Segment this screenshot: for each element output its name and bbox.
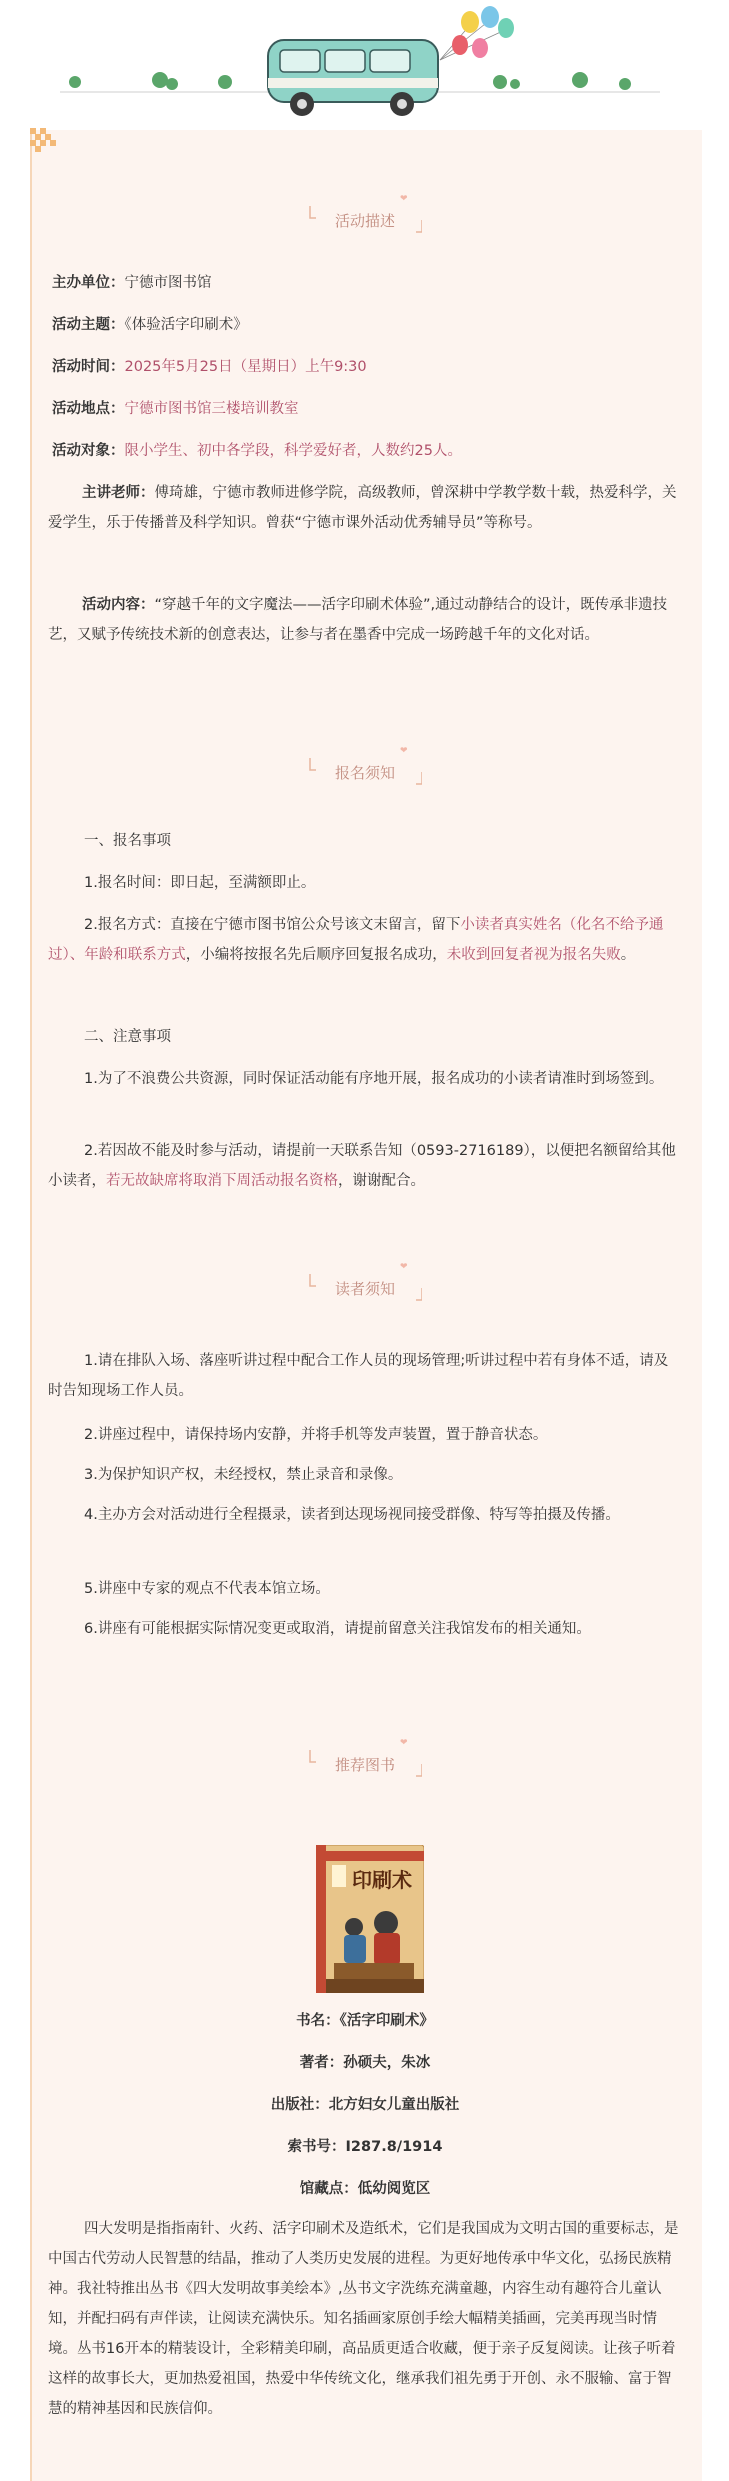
signup-item-2-d: 未收到回复者视为报名失败 <box>446 947 621 963</box>
notice-item-2 <box>48 1136 680 1196</box>
book-author: 著者：孙硕夫，朱冰 <box>299 2055 431 2071</box>
section-title-text: 推荐图书 <box>334 1756 395 1774</box>
target-row <box>52 436 682 466</box>
book-cover-image <box>316 1845 424 1993</box>
host-label: 主办单位： <box>52 275 125 291</box>
theme-row <box>52 310 682 340</box>
notice-item-2-c: ，谢谢配合。 <box>338 1173 425 1189</box>
reader-item-3: 3.为保护知识产权，未经授权，禁止录音和录像。 <box>84 1467 403 1483</box>
heart-icon: ❤ <box>400 746 408 756</box>
signup-item-2 <box>48 910 680 970</box>
book-publisher: 出版社：北方妇女儿童出版社 <box>270 2097 460 2113</box>
signup-item-2-e: 。 <box>620 947 636 963</box>
book-call-number: 索书号：I287.8/1914 <box>287 2139 443 2155</box>
target-value: 限小学生、初中各学段，科学爱好者，人数约25人。 <box>124 443 462 459</box>
place-label: 活动地点： <box>52 401 125 417</box>
host-value: 宁德市图书馆 <box>124 275 212 291</box>
book-intro: 四大发明是指指南针、火药、活字印刷术及造纸术，它们是我国成为文明古国的重要标志，是中国古代劳动人民智慧的结晶，推动了人类历史发展的进程。为更好地传承中华文化，弘扬民族精神。我社特推出丛书《四大发明故事美绘本》,丛书文字洗练充满童趣，内容生动有趣符合儿童认知，并配扫码有声伴读，让阅读充满快乐。知名插画家原创手绘大幅精美插画，完美再现当时情境。丛书16开本的精装设计，全彩精美印刷，高品质更适合收藏，便于亲子反复阅读。让孩子听着这样的故事长大，更加热爱祖国，热爱中华传统文化，继承我们祖先勇于开创、永不服输、富于智慧的精神基因和民族信仰。 <box>48 2221 679 2417</box>
book-name: 书名：《活字印刷术》 <box>296 2013 434 2029</box>
signup-item-2-c: ，小编将按报名先后顺序回复报名成功， <box>185 947 447 963</box>
bus-icon <box>268 40 438 116</box>
reader-item-2: 2.讲座过程中，请保持场内安静，并将手机等发声装置，置于静音状态。 <box>84 1427 548 1443</box>
heart-icon: ❤ <box>400 1262 408 1272</box>
time-label: 活动时间： <box>52 359 125 375</box>
heart-icon: ❤ <box>400 1738 408 1748</box>
notice-item-1: 1.为了不浪费公共资源，同时保证活动能有序地开展，报名成功的小读者请准时到场签到。 <box>84 1071 664 1087</box>
place-value: 宁德市图书馆三楼培训教室 <box>124 401 299 417</box>
notice-item-2-a: 2.若因故不能及时参与活动，请提前一天联系告知（0593-2716189），以便把名额留给其他小读者， <box>48 1143 676 1189</box>
notice-item-2-b: 若无故缺席将取消下周活动报名资格 <box>106 1173 338 1189</box>
header-banner <box>0 0 729 125</box>
signup-heading-1: 一、报名事项 <box>84 833 171 849</box>
content-value: “穿越千年的文字魔法——活字印刷术体验”,通过动静结合的设计，既传承非遗技艺，又赋予传统技术新的创意表达，让参与者在墨香中完成一场跨越千年的文化对话。 <box>48 597 668 643</box>
bus-illustration <box>0 0 729 125</box>
target-label: 活动对象： <box>52 443 125 459</box>
host-row <box>52 268 682 298</box>
book-cover-title: 印刷术 <box>352 1868 412 1892</box>
place-row <box>52 394 682 424</box>
signup-item-1: 1.报名时间：即日起，至满额即止。 <box>84 875 316 891</box>
balloons-icon <box>440 6 514 60</box>
reader-item-6: 6.讲座有可能根据实际情况变更或取消，请提前留意关注我馆发布的相关通知。 <box>84 1621 591 1637</box>
section-title-reader <box>300 1262 430 1308</box>
teacher-label: 主讲老师： <box>82 485 155 501</box>
section-title-description <box>300 194 430 240</box>
section-title-text: 报名须知 <box>334 764 395 782</box>
signup-item-2-a: 2.报名方式：直接在宁德市图书馆公众号该文末留言，留下 <box>84 917 461 933</box>
section-title-signup <box>300 746 430 792</box>
content-label: 活动内容： <box>82 597 155 613</box>
time-value: 2025年5月25日（星期日）上午9:30 <box>124 359 367 375</box>
theme-value: 《体验活字印刷术》 <box>124 317 248 333</box>
content-row <box>48 590 680 650</box>
reader-item-5: 5.讲座中专家的观点不代表本馆立场。 <box>84 1581 330 1597</box>
teacher-row <box>48 478 680 538</box>
reader-item-4: 4.主办方会对活动进行全程摄录，读者到达现场视同接受群像、特写等拍摄及传播。 <box>84 1507 620 1523</box>
signup-item-2-b: 小读者真实姓名（化名不给予通过）、年龄和联系方式 <box>48 917 664 963</box>
section-title-text: 活动描述 <box>334 212 395 230</box>
theme-label: 活动主题： <box>52 317 125 333</box>
section-title-text: 读者须知 <box>334 1280 395 1298</box>
time-row <box>52 352 682 382</box>
teacher-value: 傅琦雄，宁德市教师进修学院，高级教师，曾深耕中学教学数十载，热爱科学，关爱学生，乐于传播普及科学知识。曾获“宁德市课外活动优秀辅导员”等称号。 <box>48 485 677 531</box>
book-location: 馆藏点：低幼阅览区 <box>299 2181 431 2197</box>
section-title-book <box>300 1738 430 1784</box>
signup-heading-2: 二、注意事项 <box>84 1029 171 1045</box>
heart-icon: ❤ <box>400 194 408 204</box>
reader-item-1: 1.请在排队入场、落座听讲过程中配合工作人员的现场管理;听讲过程中若有身体不适，请及时告知现场工作人员。 <box>48 1353 669 1399</box>
corner-decoration <box>30 128 70 160</box>
